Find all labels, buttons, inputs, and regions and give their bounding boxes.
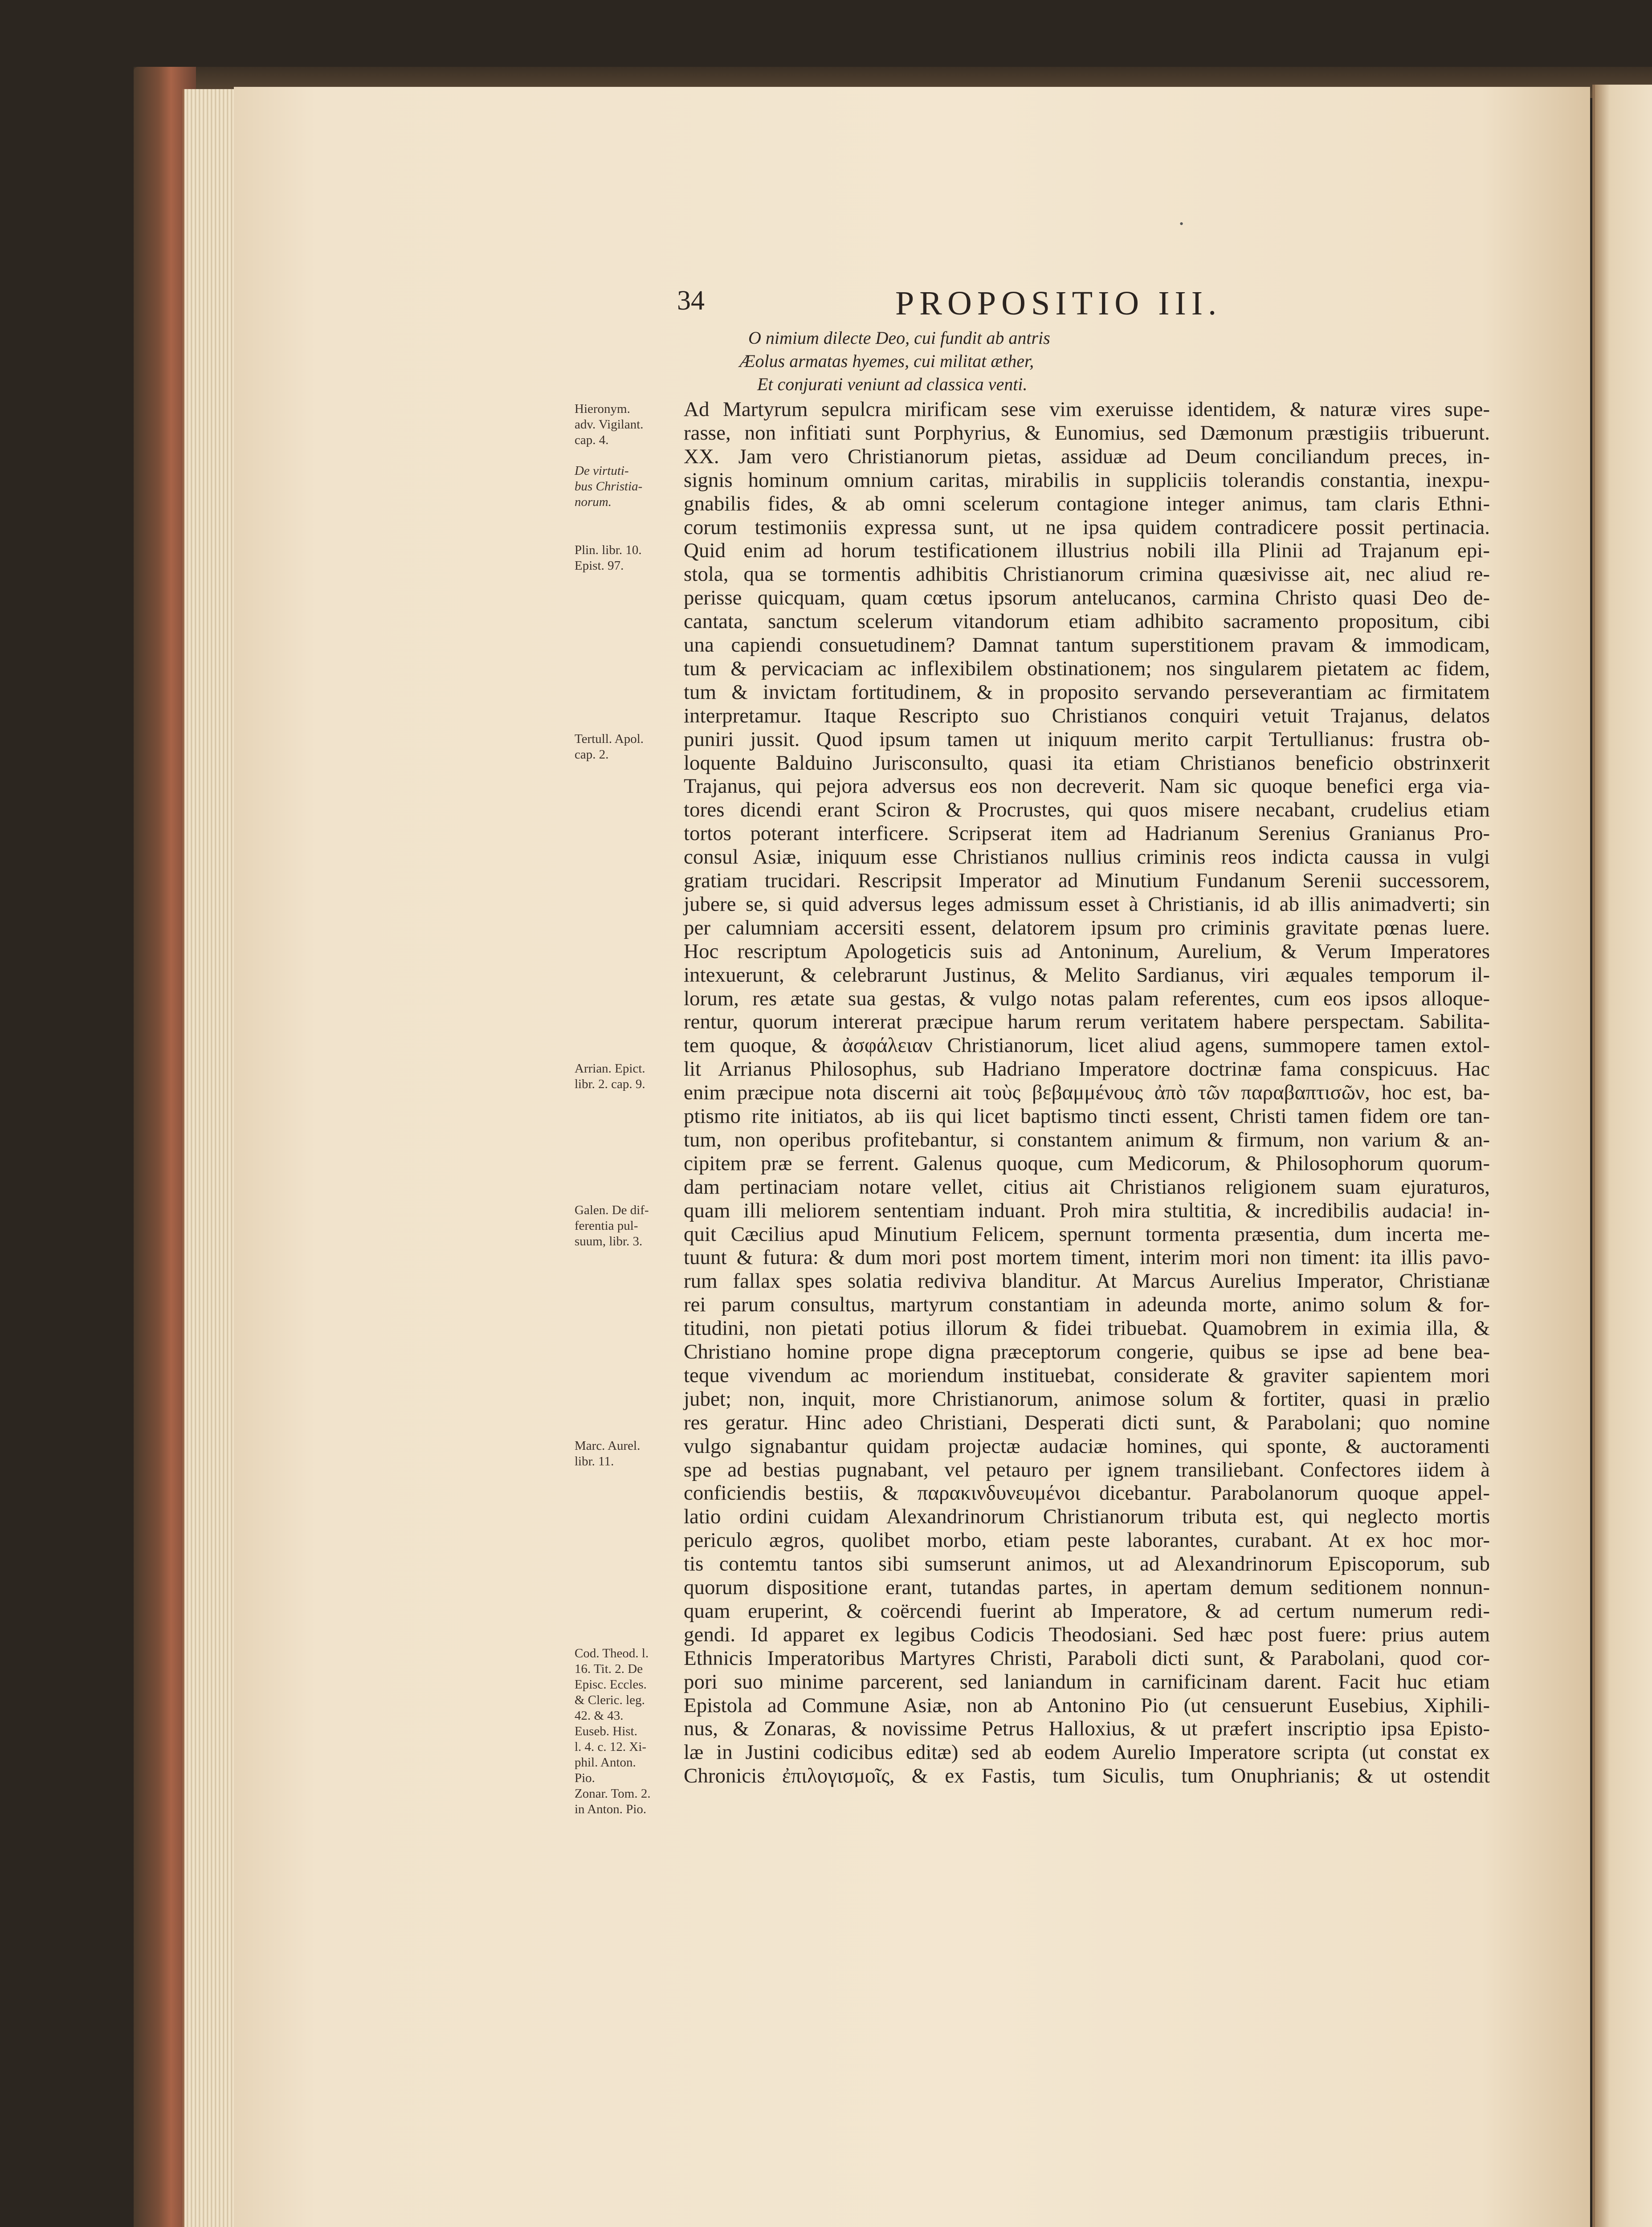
text-line: tum & pervicaciam ac inflexibilem obstinationem; nos singularem pietatem ac fidem,	[684, 657, 1490, 680]
text-line: rasse, non infitiati sunt Porphyrius, & Eunomius, sed Dæmonum præstigiis tribuerunt.	[684, 421, 1490, 445]
margin-note: Hieronym. adv. Vigilant. cap. 4.	[575, 402, 644, 447]
text-line: rum fallax spes solatia rediviva blanditur. At Marcus Aurelius Imperator, Christianæ	[684, 1269, 1490, 1293]
text-line: stola, qua se tormentis adhibitis Christianorum crimina quæsivisse ait, nec aliud re-	[684, 563, 1490, 586]
text-line: tem quoque, & ἀσφάλειαν Christianorum, licet aliud agens, summopere tamen extol-	[684, 1034, 1490, 1057]
text-line: conficiendis bestiis, & παρακινδυνευμένοι dicebantur. Parabolanorum quoque appel-	[684, 1481, 1490, 1505]
text-line: enim præcipue nota discerni ait τοὺς βεβαμμένους ἀπὸ τῶν παραβαπτισῶν, hoc est, ba-	[684, 1081, 1490, 1105]
text-line: intexuerunt, & celebrarunt Justinus, & Melito Sardianus, viri æquales temporum il-	[684, 963, 1490, 987]
page-stack-edge	[183, 89, 238, 2227]
text-line: tum, non operibus profitebantur, si constantem animum & firmum, non varium & an-	[684, 1128, 1490, 1151]
text-line: Christiano homine prope digna præceptorum congerie, quibus se ipse ad bene bea-	[684, 1340, 1490, 1363]
text-line: tores dicendi erant Sciron & Procrustes, qui quos misere necabant, crudelius etiam	[684, 798, 1490, 822]
text-line: gendi. Id apparet ex legibus Codicis Theodosiani. Sed hæc post fuere: prius autem	[684, 1623, 1490, 1646]
page-title: PROPOSITIO III.	[895, 285, 1222, 322]
text-line: jubere se, si quid adversus leges admissum esset à Christianis, id ab illis animadverti; sin	[684, 892, 1490, 916]
text-line: quam illi meliorem sententiam induant. Proh mira stultitia, & incredibilis audacia! in-	[684, 1199, 1490, 1222]
text-line: teque vivendum ac moriendum instituebat, considerate & graviter sapientem mori	[684, 1363, 1490, 1387]
text-line: XX. Jam vero Christianorum pietas, assiduæ ad Deum conciliandum preces, in-	[684, 445, 1490, 468]
text-line: quorum dispositione erant, tutandas partes, in apertam demum seditionem nonnun-	[684, 1576, 1490, 1599]
text-line: lorum, res ætate sua gestas, & vulgo notas palam referentes, cum eos ipsos alloque-	[684, 987, 1490, 1010]
text-line: quit Cæcilius apud Minutium Felicem, spernunt tormenta præsentia, dum incerta me-	[684, 1222, 1490, 1246]
text-line: gratiam trucidari. Rescripsit Imperator ad Minutium Fundanum Serenii successorem,	[684, 869, 1490, 892]
text-line: Trajanus, qui pejora adversus eos non decreverit. Nam sic quoque benefici erga via-	[684, 775, 1490, 798]
text-line: Quid enim ad horum testificationem illustrius nobili illa Plinii ad Trajanum epi-	[684, 539, 1490, 563]
text-line: lit Arrianus Philosophus, sub Hadriano Imperatore doctrinæ fama conspicuus. Hac	[684, 1057, 1490, 1081]
text-line: Epistola ad Commune Asiæ, non ab Antonino Pio (ut censuerunt Eusebius, Xiphili-	[684, 1693, 1490, 1717]
text-line: cantata, sanctum scelerum vitandorum etiam adhibito sacramento propositum, cibi	[684, 610, 1490, 633]
text-line: cipitem præ se ferrent. Galenus quoque, cum Medicorum, & Philosophorum quorum-	[684, 1151, 1490, 1175]
text-line: læ in Justini codicibus editæ) sed ab eodem Aurelio Imperatore scripta (ut constat ex	[684, 1741, 1490, 1764]
text-line: tum & invictam fortitudinem, & in proposito servando perseverantiam ac firmitatem	[684, 680, 1490, 704]
text-line: dam pertinaciam notare vellet, citius ait Christianos religionem suam ejuraturos,	[684, 1175, 1490, 1199]
margin-note: Galen. De dif- ferentia pul- suum, libr. 3.	[575, 1203, 649, 1248]
verse-line: Æolus armatas hyemes, cui militat æther,	[739, 351, 1034, 371]
text-line: signis hominum omnium caritas, mirabilis in suppliciis tolerandis constantia, inexpu-	[684, 468, 1490, 492]
text-line: Hoc rescriptum Apologeticis suis ad Antoninum, Aurelium, & Verum Imperatores	[684, 939, 1490, 963]
text-line: latio ordini cuidam Alexandrinorum Christianorum tributa est, qui neglecto mortis	[684, 1505, 1490, 1529]
text-line: Ad Martyrum sepulcra mirificam sese vim exeruisse identidem, & naturæ vires supe-	[684, 398, 1490, 421]
text-line: res geratur. Hinc adeo Christiani, Desperati dicti sunt, & Parabolani; quo nomine	[684, 1411, 1490, 1434]
verse-line: Et conjurati veniunt ad classica venti.	[757, 374, 1028, 394]
verse-line: O nimium dilecte Deo, cui fundit ab antris	[748, 328, 1050, 348]
text-line: rei parum consultus, martyrum constantiam in adeunda morte, animo solum & for-	[684, 1293, 1490, 1317]
text-line: ptismo rite initiatos, ab iis qui licet baptismo tincti essent, Christi tamen fidem ore tan-	[684, 1105, 1490, 1128]
margin-note: Tertull. Apol. cap. 2.	[575, 731, 644, 762]
page-number: 34	[677, 286, 705, 316]
margin-note: De virtuti- bus Christia- norum.	[575, 463, 643, 509]
text-line: rentur, quorum intererat præcipue harum rerum veritatem habere perspectam. Sabilita-	[684, 1010, 1490, 1034]
margin-note: Arrian. Epict. libr. 2. cap. 9.	[575, 1061, 645, 1092]
text-line: pori suo minime parcerent, sed laniandum in carnificinam darent. Facit huc etiam	[684, 1670, 1490, 1693]
text-line: consul Asiæ, iniquum esse Christianos nullius criminis reos indicta caussa in vulgi	[684, 845, 1490, 869]
text-line: jubet; non, inquit, more Christianorum, animose solum & fortiter, quasi in prælio	[684, 1387, 1490, 1411]
printer-mark: •	[1179, 217, 1184, 230]
text-line: quam eruperint, & coërcendi fuerint ab Imperatore, & ad certum numerum redi-	[684, 1599, 1490, 1623]
margin-note: Plin. libr. 10. Epist. 97.	[575, 543, 642, 573]
text-line: gnabilis fides, & ab omni scelerum contagione integer animus, tam claris Ethni-	[684, 492, 1490, 515]
text-line: perisse quicquam, quam cœtus ipsorum antelucanos, carmina Christo quasi Deo de-	[684, 586, 1490, 610]
text-line: spe ad bestias pugnabant, vel petauro per ignem transiliebant. Confectores iidem à	[684, 1458, 1490, 1481]
text-line: loquente Balduino Jurisconsulto, quasi ita etiam Christianos beneficio obstrinxerit	[684, 751, 1490, 775]
text-line: interpretamur. Itaque Rescripto suo Christianos conquiri vetuit Trajanus, delatos	[684, 704, 1490, 727]
text-line: Chronicis ἐπιλογισμοῖς, & ex Fastis, tum Siculis, tum Onuphrianis; & ut ostendit	[684, 1764, 1490, 1788]
margin-note: Cod. Theod. l. 16. Tit. 2. De Episc. Eccles. & Cleric. leg. 42. & 43. Euseb. Hist. l. 4. c. 12. Xi- phil. Anton. Pio. Zonar. Tom. 2. in Anton. Pio.	[575, 1646, 651, 1816]
text-line: tis contemtu tantos sibi sumserunt animos, ut ad Alexandrinorum Episcoporum, sub	[684, 1552, 1490, 1576]
text-line: vulgo signabantur quidam projectæ audaciæ homines, qui sponte, & auctoramenti	[684, 1434, 1490, 1458]
text-line: tortos poterant interficere. Scripserat item ad Hadrianum Serenius Granianus Pro-	[684, 822, 1490, 845]
text-line: nus, & Zonaras, & novissime Petrus Halloxius, & ut præfert inscriptio ipsa Episto-	[684, 1717, 1490, 1741]
text-line: periculo ægros, quolibet morbo, etiam peste laborantes, curabant. At ex hoc mor-	[684, 1529, 1490, 1552]
text-line: puniri jussit. Quod ipsum tamen ut iniquum merito carpit Tertullianus: frustra ob-	[684, 727, 1490, 751]
text-line: Ethnicis Imperatoribus Martyres Christi, Paraboli dicti sunt, & Parabolani, quod cor-	[684, 1646, 1490, 1670]
margin-note: Marc. Aurel. libr. 11.	[575, 1438, 640, 1468]
text-line: corum testimoniis expressa sunt, ut ne ipsa quidem contradicere possit pertinacia.	[684, 515, 1490, 539]
text-line: tuunt & futura: & dum mori post mortem timent, interim mori non timent: ita illis pavo-	[684, 1246, 1490, 1269]
text-line: per calumniam accersiti essent, delatorem ipsum pro criminis gravitate pœnas luere.	[684, 916, 1490, 939]
text-line: titudini, non pietati potius illorum & fidei tribuebat. Quamobrem in eximia illa, &	[684, 1317, 1490, 1340]
text-line: una capiendi consuetudinem? Damnat tantum superstitionem pravam & immodicam,	[684, 633, 1490, 657]
facing-page-edge	[1592, 85, 1652, 2227]
